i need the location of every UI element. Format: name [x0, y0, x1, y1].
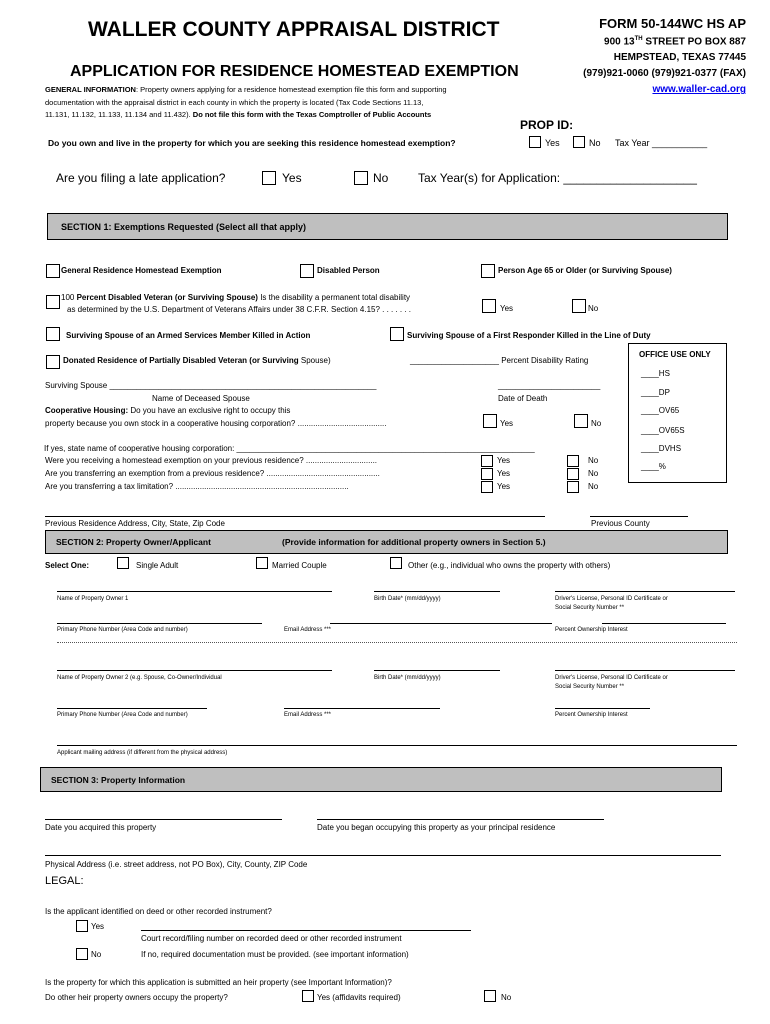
- coop-no-label: No: [591, 419, 602, 428]
- transfer-exemption-no-checkbox[interactable]: [567, 468, 579, 480]
- single-adult-checkbox[interactable]: [117, 557, 129, 569]
- owner2-birthdate-label: Birth Date* (mm/dd/yyyy): [374, 675, 441, 681]
- office-use-box: [628, 343, 727, 483]
- court-record-line[interactable]: [141, 930, 471, 931]
- heir-no-label: No: [501, 993, 512, 1002]
- heir-property-question: Is the property for which this application is submitted an heir property (see Important Information)?: [45, 978, 392, 987]
- owner1-birthdate-label: Birth Date* (mm/dd/yyyy): [374, 596, 441, 602]
- form-title: APPLICATION FOR RESIDENCE HOMESTEAD EXEMPTION: [70, 63, 519, 80]
- single-adult-label: Single Adult: [136, 561, 179, 570]
- veteran-label: 100 Percent Disabled Veteran (or Surviving Spouse) Is the disability a permanent total disability: [61, 293, 411, 302]
- disabled-person-label: Disabled Person: [317, 266, 380, 275]
- prev-homestead-no-label: No: [588, 456, 599, 465]
- owner1-id-label: Driver's License, Personal ID Certificate or: [555, 596, 668, 602]
- address-line-2: HEMPSTEAD, TEXAS 77445: [613, 52, 746, 63]
- owner1-id-line[interactable]: [555, 591, 735, 592]
- date-acquired-line[interactable]: [45, 819, 282, 820]
- date-of-death-label: Date of Death: [498, 394, 548, 403]
- late-app-yes-label: Yes: [282, 171, 302, 185]
- transfer-limitation-no-label: No: [588, 482, 599, 491]
- general-info-line2: documentation with the appraisal district in each county in which the property is located (Tax Code Sections 11.13,: [45, 98, 424, 107]
- age65-checkbox[interactable]: [481, 264, 495, 278]
- legal-label: LEGAL:: [45, 875, 84, 887]
- transfer-exemption-yes-label: Yes: [497, 469, 511, 478]
- section1-header: [47, 213, 728, 240]
- tax-year-field[interactable]: Tax Year ___________: [615, 138, 708, 148]
- prev-homestead-yes-checkbox[interactable]: [481, 455, 493, 467]
- late-app-no-checkbox[interactable]: [354, 171, 368, 185]
- phone-fax: (979)921-0060 (979)921-0377 (FAX): [583, 68, 746, 79]
- mailing-address-label: Applicant mailing address (if different from the physical address): [57, 750, 228, 756]
- transfer-limitation-question: Are you transferring a tax limitation? ..............................................................................: [45, 482, 349, 491]
- select-one-label: Select One:: [45, 561, 90, 570]
- section1-title: SECTION 1: Exemptions Requested (Select all that apply): [61, 222, 307, 232]
- office-use-dp[interactable]: ____DP: [641, 388, 670, 397]
- transfer-exemption-yes-checkbox[interactable]: [481, 468, 493, 480]
- armed-services-checkbox[interactable]: [46, 327, 60, 341]
- own-live-no-label: No: [589, 138, 601, 148]
- owner2-id-line[interactable]: [555, 670, 735, 671]
- physical-address-line[interactable]: [45, 855, 721, 856]
- prop-id-label: PROP ID:: [520, 118, 574, 132]
- late-app-yes-checkbox[interactable]: [262, 171, 276, 185]
- prev-county-line[interactable]: [590, 516, 688, 517]
- late-app-question: Are you filing a late application?: [56, 171, 226, 185]
- deed-yes-checkbox[interactable]: [76, 920, 88, 932]
- veteran-no-label: No: [588, 304, 599, 313]
- late-app-no-label: No: [373, 171, 389, 185]
- heir-occupy-question: Do other heir property owners occupy the property?: [45, 993, 228, 1002]
- coop-yes-checkbox[interactable]: [483, 414, 497, 428]
- deed-yes-label: Yes: [91, 922, 105, 931]
- veteran-no-checkbox[interactable]: [572, 299, 586, 313]
- own-live-yes-label: Yes: [545, 138, 560, 148]
- general-exemption-label: General Residence Homestead Exemption: [61, 266, 222, 275]
- owner2-email-label: Email Address ***: [284, 712, 332, 718]
- general-info-line1: GENERAL INFORMATION: Property owners applying for a residence homestead exemption file this form and supporting: [45, 85, 447, 94]
- address-line-1: 900 13TH STREET PO BOX 887: [604, 36, 746, 48]
- mailing-address-line[interactable]: [57, 745, 737, 746]
- deed-no-checkbox[interactable]: [76, 948, 88, 960]
- court-record-label: Court record/filing number on recorded deed or other recorded instrument: [141, 934, 402, 943]
- own-live-no-checkbox[interactable]: [573, 136, 585, 148]
- owner-separator: [57, 642, 737, 643]
- owner1-percent-line[interactable]: [602, 623, 726, 624]
- physical-address-label: Physical Address (i.e. street address, not PO Box), City, County, ZIP Code: [45, 860, 308, 869]
- owner1-phone-label: Primary Phone Number (Area Code and number): [57, 627, 188, 633]
- owner1-birthdate-line[interactable]: [374, 591, 500, 592]
- website-link[interactable]: www.waller-cad.org: [652, 84, 746, 95]
- transfer-exemption-question: Are you transferring an exemption from a previous residence? ...................................................: [45, 469, 380, 478]
- donated-residence-checkbox[interactable]: [46, 355, 60, 369]
- coop-housing-label: Cooperative Housing: Do you have an exclusive right to occupy this: [45, 406, 291, 415]
- donated-residence-label: Donated Residence of Partially Disabled Veteran (or Surviving Spouse): [63, 356, 331, 365]
- owner1-email-label: Email Address ***: [284, 627, 332, 633]
- owner2-phone-label: Primary Phone Number (Area Code and number): [57, 712, 188, 718]
- form-number: FORM 50-144WC HS AP: [599, 16, 746, 31]
- own-live-yes-checkbox[interactable]: [529, 136, 541, 148]
- date-occupying-line[interactable]: [317, 819, 604, 820]
- owner2-phone-line[interactable]: [57, 708, 207, 709]
- percent-disability-field[interactable]: ____________________ Percent Disability Rating: [410, 356, 589, 365]
- district-title: WALLER COUNTY APPRAISAL DISTRICT: [88, 18, 500, 41]
- transfer-exemption-no-label: No: [588, 469, 599, 478]
- owner1-ssn-label: Social Security Number **: [555, 605, 625, 611]
- prev-homestead-no-checkbox[interactable]: [567, 455, 579, 467]
- prev-address-line[interactable]: [45, 516, 545, 517]
- owner1-email-line[interactable]: [330, 623, 552, 624]
- office-use-ov65[interactable]: ____OV65: [641, 406, 680, 415]
- veteran-yes-label: Yes: [500, 304, 514, 313]
- owner2-name-label: Name of Property Owner 2 (e.g. Spouse, Co-Owner/Individual: [57, 675, 222, 681]
- owner1-name-label: Name of Property Owner 1: [57, 596, 129, 602]
- date-acquired-label: Date you acquired this property: [45, 823, 157, 832]
- age65-label: Person Age 65 or Older (or Surviving Spouse): [498, 266, 672, 275]
- office-use-title: OFFICE USE ONLY: [639, 350, 711, 359]
- veteran-label-line2: as determined by the U.S. Department of Veterans Affairs under 38 C.F.R. Section 4.15? . . . . . . .: [67, 305, 412, 314]
- heir-no-checkbox[interactable]: [484, 990, 496, 1002]
- transfer-limitation-yes-label: Yes: [497, 482, 511, 491]
- married-couple-checkbox[interactable]: [256, 557, 268, 569]
- owner1-percent-label: Percent Ownership Interest: [555, 627, 628, 633]
- date-occupying-label: Date you began occupying this property as your principal residence: [317, 823, 556, 832]
- transfer-limitation-yes-checkbox[interactable]: [481, 481, 493, 493]
- section2-header: [45, 530, 728, 554]
- transfer-limitation-no-checkbox[interactable]: [567, 481, 579, 493]
- coop-no-checkbox[interactable]: [574, 414, 588, 428]
- prev-homestead-yes-label: Yes: [497, 456, 511, 465]
- prev-homestead-question: Were you receiving a homestead exemption on your previous residence? ................................: [45, 456, 378, 465]
- first-responder-label: Surviving Spouse of a First Responder Killed in the Line of Duty: [407, 331, 651, 340]
- office-use-hs[interactable]: ____HS: [641, 369, 670, 378]
- prev-address-label: Previous Residence Address, City, State, Zip Code: [45, 519, 225, 528]
- own-live-question: Do you own and live in the property for which you are seeking this residence homestead exemption?: [48, 138, 456, 148]
- section3-title: SECTION 3: Property Information: [51, 775, 186, 785]
- owner1-phone-line[interactable]: [57, 623, 262, 624]
- owner2-percent-label: Percent Ownership Interest: [555, 712, 628, 718]
- owner2-ssn-label: Social Security Number **: [555, 684, 625, 690]
- other-ownership-label: Other (e.g., individual who owns the property with others): [408, 561, 611, 570]
- other-ownership-checkbox[interactable]: [390, 557, 402, 569]
- deed-no-label: No: [91, 950, 102, 959]
- owner1-name-line[interactable]: [57, 591, 332, 592]
- heir-yes-label: Yes (affidavits required): [317, 993, 401, 1002]
- owner2-id-label: Driver's License, Personal ID Certificate or: [555, 675, 668, 681]
- heir-yes-checkbox[interactable]: [302, 990, 314, 1002]
- section2-note: (Provide information for additional property owners in Section 5.): [282, 537, 546, 547]
- if-no-documentation-note: If no, required documentation must be provided. (see important information): [141, 950, 409, 959]
- office-use-percent[interactable]: ____%: [641, 462, 666, 471]
- general-exemption-checkbox[interactable]: [46, 264, 60, 278]
- owner2-percent-line[interactable]: [555, 708, 650, 709]
- date-of-death-field[interactable]: _______________________: [498, 381, 601, 390]
- veteran-yes-checkbox[interactable]: [482, 299, 496, 313]
- prev-county-label: Previous County: [591, 519, 650, 528]
- coop-yes-label: Yes: [500, 419, 514, 428]
- veteran-checkbox[interactable]: [46, 295, 60, 309]
- owner2-birthdate-line[interactable]: [374, 670, 500, 671]
- armed-services-label: Surviving Spouse of an Armed Services Member Killed in Action: [66, 331, 311, 340]
- coop-name-field[interactable]: If yes, state name of cooperative housing corporation: ___________________________________________________________________: [44, 444, 535, 453]
- late-app-tax-years-field[interactable]: Tax Year(s) for Application: ____________________: [418, 171, 697, 185]
- section3-header: [40, 767, 722, 792]
- owner2-name-line[interactable]: [57, 670, 332, 671]
- surviving-spouse-field[interactable]: Surviving Spouse ____________________________________________________________: [45, 381, 377, 390]
- disabled-person-checkbox[interactable]: [300, 264, 314, 278]
- office-use-dvhs[interactable]: ____DVHS: [641, 444, 682, 453]
- coop-housing-label-line2: property because you own stock in a cooperative housing corporation? ........................................: [45, 419, 387, 428]
- owner2-email-line[interactable]: [284, 708, 440, 709]
- section2-title: SECTION 2: Property Owner/Applicant: [56, 537, 211, 547]
- first-responder-checkbox[interactable]: [390, 327, 404, 341]
- married-couple-label: Married Couple: [272, 561, 327, 570]
- name-deceased-spouse-label: Name of Deceased Spouse: [152, 394, 250, 403]
- general-info-line3: 11.131, 11.132, 11.133, 11.134 and 11.432). Do not file this form with the Texas Comptroller of Public Accounts: [45, 110, 432, 119]
- deed-question: Is the applicant identified on deed or other recorded instrument?: [45, 907, 272, 916]
- office-use-ov65s[interactable]: ____OV65S: [641, 426, 685, 435]
